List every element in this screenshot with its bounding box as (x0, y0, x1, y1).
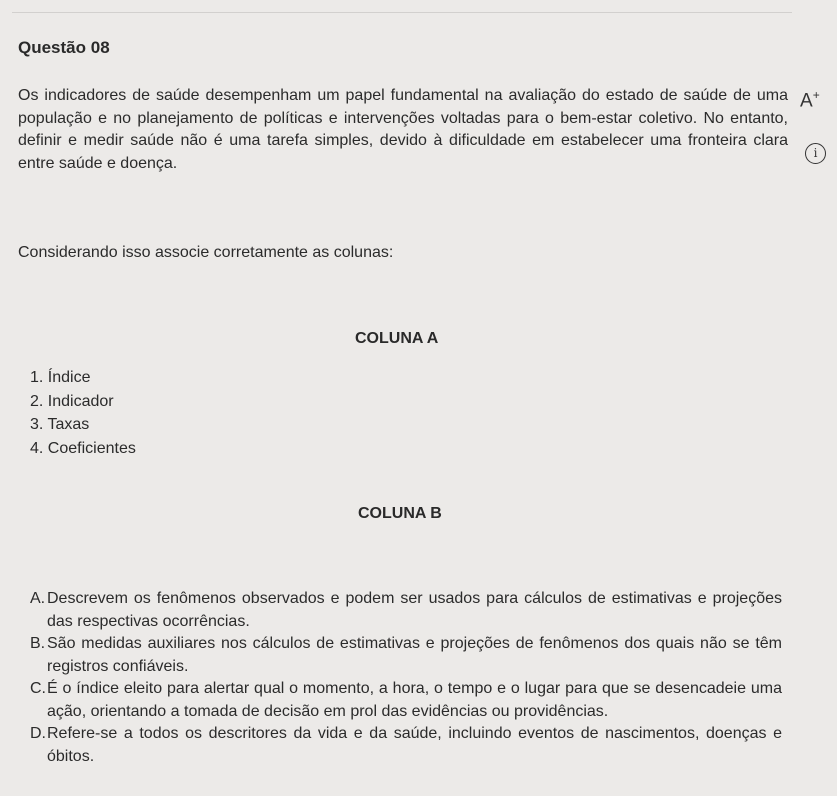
column-b-item (30, 678, 782, 723)
top-divider (12, 12, 792, 13)
item-text: São medidas auxiliares nos cálculos de estimativas e projeções de fenômenos dos quais não se têm registros confiáveis. (47, 635, 782, 675)
column-b-item (30, 723, 782, 768)
column-a-item: 3. Taxas (30, 416, 90, 433)
item-letter: B. (30, 635, 46, 652)
question-title: Questão 08 (18, 38, 110, 57)
column-a-item: 1. Índice (30, 369, 91, 386)
column-b-header: COLUNA B (358, 505, 442, 522)
column-a-item: 4. Coeficientes (30, 439, 136, 457)
font-size-icon: A (800, 90, 813, 112)
question-paragraph: Os indicadores de saúde desempenham um papel fundamental na avaliação do estado de saúde de uma população e no planejamento de políticas e intervenções voltadas para o bem-estar coletivo. No entanto, definir e medir saúde não é uma tarefa simples, devido à dificuldade em estabelecer uma fronteira clara entre saúde e doença. (18, 87, 788, 172)
plus-icon: + (812, 88, 820, 102)
info-icon[interactable]: i (805, 143, 826, 164)
column-b-item (30, 588, 782, 633)
column-b-item (30, 633, 782, 678)
column-b-list (30, 588, 782, 768)
increase-font-button[interactable] (800, 88, 820, 112)
item-text: É o índice eleito para alertar qual o momento, a hora, o tempo e o lugar para que se desencadeie uma ação, orientando a tomada de decisão em prol das evidências ou providências. (47, 680, 782, 720)
item-text: Refere-se a todos os descritores da vida e da saúde, incluindo eventos de nascimentos, doenças e óbitos. (47, 725, 782, 765)
column-a-list (30, 366, 136, 460)
item-text: Descrevem os fenômenos observados e podem ser usados para cálculos de estimativas e projeções das respectivas ocorrências. (47, 590, 782, 630)
column-a-item: 2. Indicador (30, 392, 114, 410)
item-letter: C. (30, 680, 46, 697)
question-instruction: Considerando isso associe corretamente as colunas: (18, 244, 394, 261)
column-a-header: COLUNA A (355, 330, 439, 347)
item-letter: D. (30, 725, 46, 742)
item-letter: A. (30, 590, 46, 607)
